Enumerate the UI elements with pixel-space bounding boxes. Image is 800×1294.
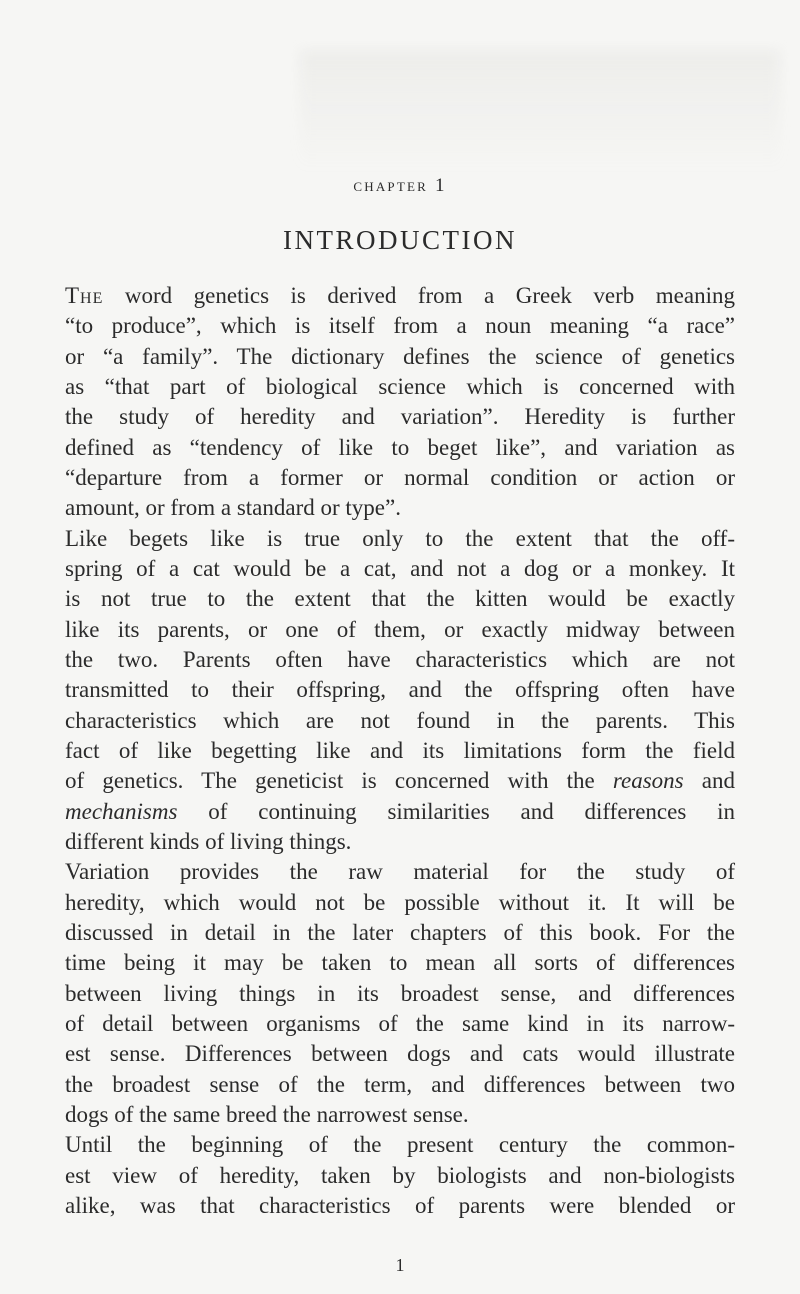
text-line bbox=[65, 797, 735, 827]
text-line: different kinds of living things. bbox=[65, 828, 352, 854]
text-line: the study of heredity and variation”. Heredity is further bbox=[65, 404, 735, 430]
text-line bbox=[65, 281, 735, 311]
emphasis-mechanisms: mechanisms bbox=[65, 798, 178, 824]
text-line: Variation provides the raw material for the study of bbox=[65, 859, 735, 885]
text-line: characteristics which are not found in the parents. This bbox=[65, 707, 735, 733]
text-line: transmitted to their offspring, and the offspring often have bbox=[65, 677, 735, 703]
text-line-content: word genetics is derived from a Greek verb meaning bbox=[103, 283, 735, 308]
text-line: est view of heredity, taken by biologists and non-biologists bbox=[65, 1162, 735, 1188]
body-text bbox=[65, 281, 735, 1221]
text-line: alike, was that characteristics of parents were blended or bbox=[65, 1192, 735, 1218]
text-line: “to produce”, which is itself from a noun meaning “a race” bbox=[65, 313, 735, 339]
text-line: discussed in detail in the later chapters of this book. For the bbox=[65, 919, 735, 945]
text-line: as “that part of biological science which is concerned with bbox=[65, 373, 735, 399]
text-line: the broadest sense of the term, and differences between two bbox=[65, 1071, 735, 1097]
emphasis-reasons: reasons bbox=[612, 768, 684, 794]
text-line: est sense. Differences between dogs and cats would illustrate bbox=[65, 1041, 735, 1067]
text-line-content: of genetics. The geneticist is concerned with the bbox=[65, 768, 595, 794]
text-line: time being it may be taken to mean all sorts of differences bbox=[65, 950, 735, 976]
text-line-content: and bbox=[683, 768, 735, 794]
text-line: “departure from a former or normal condition or action or bbox=[65, 464, 735, 490]
text-line: is not true to the extent that the kitten would be exactly bbox=[65, 586, 735, 612]
text-line: or “a family”. The dictionary defines the science of genetics bbox=[65, 343, 735, 369]
text-line: heredity, which would not be possible without it. It will be bbox=[65, 889, 735, 915]
text-line: dogs of the same breed the narrowest sense. bbox=[65, 1101, 469, 1127]
text-line bbox=[65, 766, 735, 796]
text-line: Until the beginning of the present century the common- bbox=[65, 1132, 735, 1158]
text-line: of detail between organisms of the same kind in its narrow- bbox=[65, 1010, 735, 1036]
text-line: like its parents, or one of them, or exactly midway between bbox=[65, 616, 735, 642]
text-line: Like begets like is true only to the extent that the off- bbox=[65, 525, 735, 551]
text-line: the two. Parents often have characteristics which are not bbox=[65, 646, 735, 672]
text-line: fact of like begetting like and its limitations form the field bbox=[65, 737, 735, 763]
text-line: defined as “tendency of like to beget like”, and variation as bbox=[65, 434, 735, 460]
text-line: amount, or from a standard or type”. bbox=[65, 495, 401, 521]
lead-in-word: The bbox=[65, 283, 104, 308]
paper-show-through bbox=[300, 50, 780, 170]
page-number: 1 bbox=[395, 1255, 405, 1275]
text-line-content: of continuing similarities and differences in bbox=[177, 798, 735, 824]
chapter-title: INTRODUCTION bbox=[283, 225, 517, 255]
text-line: between living things in its broadest sense, and differences bbox=[65, 980, 735, 1006]
chapter-label: chapter 1 bbox=[353, 175, 447, 196]
text-line: spring of a cat would be a cat, and not a dog or a monkey. It bbox=[65, 555, 735, 581]
